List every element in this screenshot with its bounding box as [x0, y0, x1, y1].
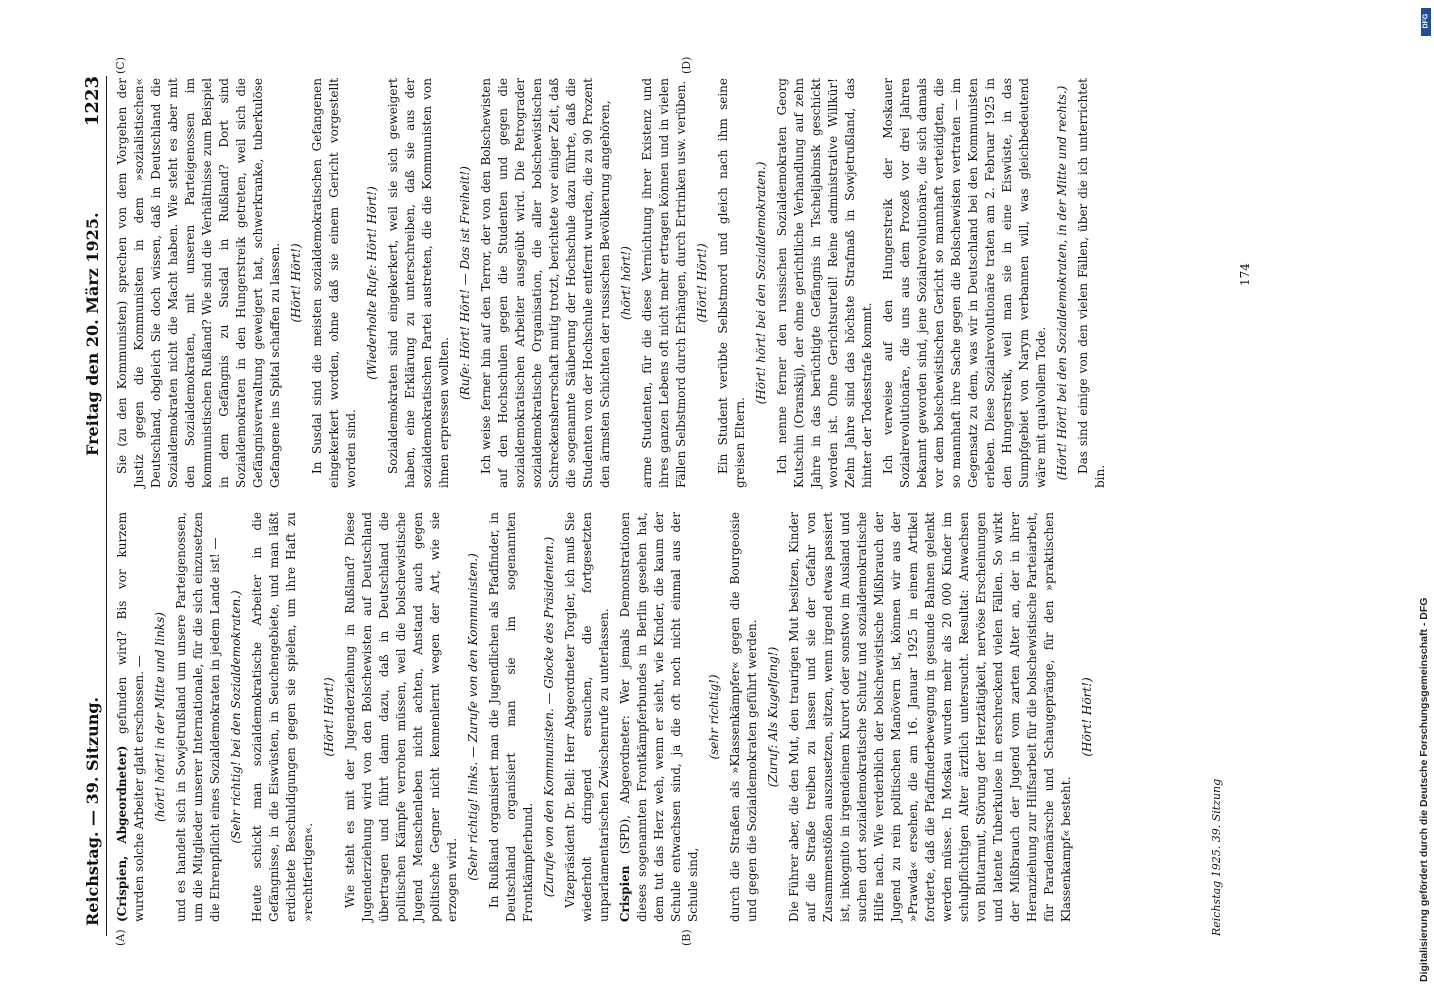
paragraph-text: Ich nenne ferner den russischen Sozialdemokraten Georg Kutschin (Oranskij), der ohne gerichtliche Verhandlung auf zehn Jahre in das berüchtigte Gefängnis in Tscheljabinsk geschickt worden ist. Ohne Gerichtsurteil! Reine administrative Willkür! Zehn Jahre sind das höchste Strafmaß in Sowjetrußland, das hinter der Todesstrafe kommt. — [775, 78, 874, 488]
paragraph-text: Die Führer aber, die den Mut, den traurigen Mut besitzen, Kinder auf die Straße treiben zu lassen und sie der Gefahr von Zusammenstößen auszusetzen, sitzen, wenn irgend etwas passiert ist, inkognito in irgendeinem Kurort oder sonstwo im Ausland und suchen dort sozialdemokratische Schutz und sozialdemokratische Hilfe nach. Wie verderblich der bolschewistische Mißbrauch der Jugend zu rein politischen Manövern ist, können wir aus der »Prawda« ersehen, die am 16. Januar 1925 in einem Artikel forderte, daß die Pfadfinderbewegung in gesunde Bahnen gelenkt werden müsse. In Moskau wurden mehr als 20 000 Kinder im schulpflichtigen Alter ärztlich untersucht. Resultat: Anwachsen von Blutarmut, Störung der Herztätigkeit, nervöse Erscheinungen und latente Tuberkulose in erschreckend vielen Fällen. So wirkt der Mißbrauch der Jugend vom zarten Alter an, der in ihrer Heranziehung zur Hilfsarbeit für die bolschewistische Parteiarbeit, für Parademärsche und Schaugepränge, für den »praktischen Klassenkampf« besteht. — [787, 511, 1073, 922]
paragraph — [786, 512, 1075, 922]
paragraph-text: (Hört! hört! bei den Sozialdemokraten.) — [754, 161, 768, 405]
paragraph-text: (Zurufe von den Kommunisten. — Glocke des Präsidenten.) — [542, 536, 556, 898]
speaker-name: Crispien — [618, 865, 632, 922]
interjection — [457, 78, 474, 488]
footer-imprint: Reichstag 1925. 39. Sitzung — [1210, 778, 1223, 936]
paragraph — [478, 78, 614, 488]
footer-page-number: 174 — [1238, 263, 1252, 286]
paragraph-text: arme Studenten, für die diese Vernichtung ihrer Existenz und ihres ganzen Lebens oft nicht mehr ertragen können und in vielen Fällen Selbstmord durch Erhängen, durch Ertrinken usw. verüben. — [640, 78, 688, 488]
paragraph-text: In Susdal sind die meisten sozialdemokratischen Gefangenen eingekerkert worden, ohne daß sie einem Gericht vorgestellt worden sind. — [310, 78, 358, 488]
paragraph — [173, 512, 224, 922]
interjection — [321, 512, 338, 922]
paragraph-text: (sehr richtig!) — [707, 674, 721, 760]
paragraph — [727, 512, 761, 922]
paragraph — [342, 512, 461, 922]
interjection — [364, 78, 381, 488]
interjection — [1079, 512, 1096, 922]
paragraph-text: (SPD), Abgeordneter: Wer jemals Demonstrationen dieses sogenannten Frontkämpferbundes in Berlin gesehen hat, dem tut das Herz weh, wenn er sieht, wie Kinder, die kaum der Schule entwachsen sind, ja die oft noch nicht einmal aus der Schule sind, — [618, 512, 700, 922]
paragraph-text: (Rufe: Hört! Hört! — Das ist Freiheit!) — [458, 166, 472, 400]
paragraph-text: (hört! hört! in der Mitte und links) — [153, 612, 167, 822]
dfg-credit-text: Digitalisierung gefördert durch die Deutsche Forschungsgemeinschaft - DFG — [1418, 597, 1430, 982]
paragraph-text: (Hört! Hört!) — [1080, 677, 1094, 757]
paragraph-text: (Hört! Hört!) — [289, 243, 303, 323]
page-header — [80, 76, 107, 936]
speaker-name: (Crispien, Abgeordneter) — [115, 745, 129, 922]
paragraph — [309, 78, 360, 488]
paragraph — [114, 78, 284, 488]
left-column — [114, 512, 1100, 922]
paragraph-text: Ein Student verübte Selbstmord und gleich nach ihm seine greisen Eltern. — [716, 78, 747, 488]
interjection — [1054, 78, 1071, 488]
paragraph-text: gefunden wird? Bis vor kurzem wurden solche Arbeiter glatt erschossen. — — [115, 512, 146, 922]
paragraph-text: (Hört! Hört!) — [322, 677, 336, 757]
interjection — [541, 512, 558, 922]
document-page — [80, 56, 1310, 946]
paragraph-text: Das sind einige von den vielen Fällen, über die ich unterrichtet bin. — [1076, 78, 1107, 488]
marker-c: (C) — [114, 57, 127, 74]
paragraph-text: Sozialdemokraten sind eingekerkert, weil sie sich geweigert haben, eine Erklärung zu unterschreiben, daß sie aus der sozialdemokratischen Partei austreten, die die Kommunisten von ihnen erpressen wollten. — [386, 78, 451, 488]
paragraph — [715, 78, 749, 488]
marker-b: (B) — [680, 929, 693, 946]
dfg-sidebar — [1418, 0, 1432, 1000]
paragraph-text: Vizepräsident Dr. Bell: Herr Abgeordneter Torgler, ich muß Sie wiederholt dringend ersuchen, die fortgesetzten unparlamentarischen Zwischenrufe zu unterlassen. — [563, 512, 611, 922]
paragraph — [114, 512, 148, 922]
paragraph — [562, 512, 613, 922]
paragraph-text: (Wiederholte Rufe: Hört! Hört!) — [365, 186, 379, 380]
paragraph — [385, 78, 453, 488]
marker-a: (A) — [114, 929, 127, 946]
interjection — [288, 78, 305, 488]
marker-d: (D) — [680, 56, 693, 74]
paragraph-text: In Rußland organisiert man die Jugendlichen als Pfadfinder, in Deutschland organisiert man sie im sogenannten Frontkämpferbund. — [487, 512, 535, 922]
paragraph — [249, 512, 317, 922]
paragraph — [486, 512, 537, 922]
paragraph-text: (hört! hört!) — [619, 246, 633, 320]
interjection — [618, 78, 635, 488]
interjection — [753, 78, 770, 488]
paragraph-text: Heute schickt man sozialdemokratische Arbeiter in die Gefängnisse, in die Eiswüsten, in Seuchengebiete, und man läßt erdichtete Beschuldigungen gegen sie spielen, um ihre Haft zu »rechtfertigen«. — [250, 512, 315, 922]
paragraph — [774, 78, 876, 488]
paragraph-text: (Sehr richtig! links. — Zurufe von den Kommunisten.) — [466, 553, 480, 881]
interjection — [765, 512, 782, 922]
header-session: Reichstag. — 39. Sitzung. — [83, 696, 102, 926]
paragraph-text: Ich weise ferner hin auf den Terror, der von den Bolschewisten auf den Hochschulen gegen die Studenten und gegen die sozialdemokratischen Arbeiter ausgeübt wird. Die Petrograder sozialdemokratische Organisation, die aller bolschewistischen Schreckensherrschaft mutig trotzt, berichtete vor einiger Zeit, daß die sogenannte Säuberung der Hochschule dazu führte, daß die Studenten von der Hochschule entfernt wurden, die zu 90 Prozent den ärmsten Schichten der russischen Bevölkerung angehören, — [479, 78, 612, 488]
paragraph — [639, 78, 690, 488]
paragraph-text: Ich verweise auf den Hungerstreik der Moskauer Sozialrevolutionäre, die uns aus dem Prozeß vor drei Jahren bekannt geworden sind, jene Sozialrevolutionäre, die sich damals vor dem bolschewistischen Gericht so mannhaft verteidigten, die so mannhaft ihre Sache gegen die Bolschewisten vertraten — im Gegensatz zu dem, was wir in Deutschland bei den Kommunisten erleben. Diese Sozialrevolutionäre traten am 2. Februar 1925 in den Hungerstreik, weil man sie in eine Eiswüste, in das Sumpfgebiet von Narym verbannen will, was gleichbedeutend wäre mit qualvollem Tode. — [881, 78, 1048, 488]
paragraph-text: durch die Straßen als »Klassenkämpfer« gegen die Bourgeoisie und gegen die Sozialdemokraten geführt werden. — [728, 512, 759, 922]
paragraph-text: Wie steht es mit der Jugenderziehung in Rußland? Diese Jugenderziehung wird von den Bolschewisten auf Deutschland übertragen und führt dann dazu, daß in Deutschland die politischen Kämpfe verrohen müssen, weil die bolschewistische Jugend Menschenleben nicht achten, Anstand auch gegen politische Gegner nicht kennenlernt wegen der Art, wie sie erzogen wird. — [343, 512, 459, 922]
interjection — [228, 512, 245, 922]
paragraph-text: (Zuruf: Als Kugelfang!) — [766, 646, 780, 788]
header-date: Freitag den 20. März 1925. — [83, 212, 102, 456]
paragraph — [617, 512, 702, 922]
interjection — [706, 512, 723, 922]
paragraph — [1075, 78, 1109, 488]
paragraph-text: (Hört! Hört! bei den Sozialdemokraten, in der Mitte und rechts.) — [1055, 85, 1069, 481]
interjection — [694, 78, 711, 488]
interjection — [152, 512, 169, 922]
paragraph-text: Sie (zu den Kommunisten) sprechen von dem Vorgehen der Justiz gegen die Kommunisten in dem »sozialistischen« Deutschland, obgleich Sie doch wissen, daß in Deutschland die Sozialdemokraten nicht die Macht haben. Wie steht es aber mit den Sozialdemokraten, mit unseren Parteigenossen im kommunistischen Rußland? Wie sind die Verhältnisse zum Beispiel in dem Gefängnis zu Susdal in Rußland? Dort sind Sozialdemokraten in den Hungerstreik getreten, weil sich die Gefängnisverwaltung geweigert hat, schwerkranke, tuberkulöse Gefangene ins Spital schaffen zu lassen. — [115, 78, 282, 488]
dfg-logo-text: DFG — [1422, 13, 1430, 29]
header-page-number: 1223 — [82, 76, 103, 127]
paragraph-text: (Hört! Hört!) — [695, 243, 709, 323]
paragraph-text: (Sehr richtig! bei den Sozialdemokraten.) — [229, 590, 243, 844]
right-column — [114, 78, 1113, 488]
paragraph — [880, 78, 1050, 488]
paragraph-text: und es handelt sich in Sowjetrußland um unsere Parteigenossen, um die Mitglieder unserer Internationale, für die sich einzusetzen die Ehrenpflicht eines Sozialdemokraten in jedem Lande ist! — — [174, 512, 222, 922]
interjection — [465, 512, 482, 922]
